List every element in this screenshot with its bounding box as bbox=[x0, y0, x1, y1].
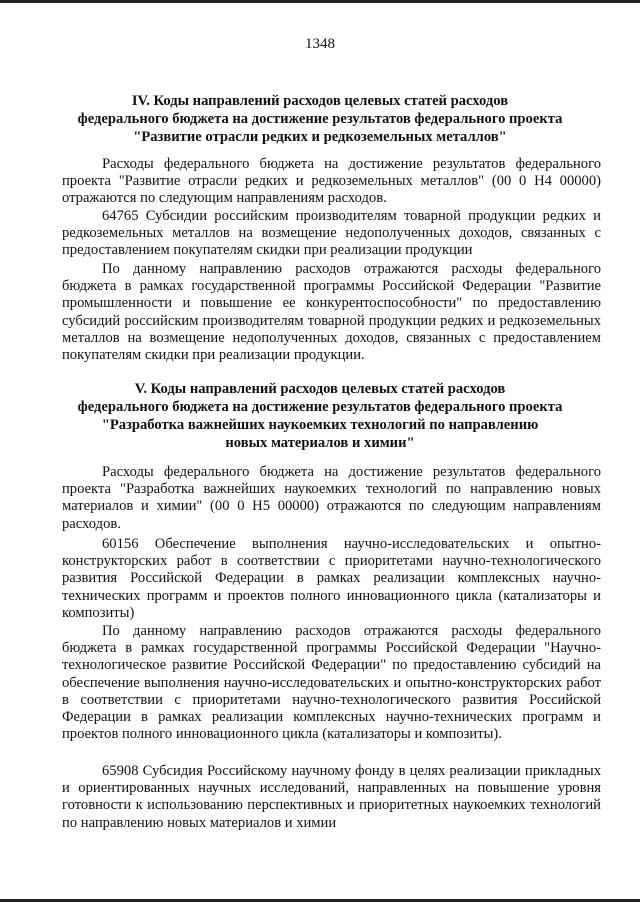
section-v-heading-line: V. Коды направлений расходов целевых статей расходов bbox=[134, 381, 506, 397]
page-number: 1348 bbox=[305, 36, 335, 52]
section-v-paragraph-3: По данному направлению расходов отражаются расходы федерального бюджета в рамках государственной программы Российской Федерации "Научно-технологическое развитие Российской Федерации" по предоставлению субсидий на обеспечение выполнения научно-исследовательских и опытно-конструкторских работ в соответствии с приоритетами научно-технологического развития Российской Федерации в рамках реализации комплексных научно-технических программ и проектов полного инновационного цикла (катализаторы и композиты). bbox=[62, 623, 601, 743]
section-iv-heading-line: "Развитие отрасли редких и редкоземельных металлов" bbox=[133, 129, 507, 145]
section-iv-paragraph-1: Расходы федерального бюджета на достижение результатов федерального проекта "Развитие отрасли редких и редкоземельных металлов" (00 0 Н4 00000) отражаются по следующим направлениям расходов. bbox=[62, 156, 601, 207]
section-iv-paragraph-2: 64765 Субсидии российским производителям товарной продукции редких и редкоземельных металлов на возмещение недополученных доходов, связанных с предоставлением покупателям скидки при реализации продукции bbox=[62, 208, 601, 259]
section-v-heading-line: новых материалов и химии" bbox=[225, 435, 415, 451]
section-v-paragraph-4: 65908 Субсидия Российскому научному фонду в целях реализации прикладных и ориентированных научных исследований, направленных на повышение уровня готовности к использованию перспективных и приоритетных наукоемких технологий по направлению новых материалов и химии bbox=[62, 763, 601, 831]
section-v-heading-line: федерального бюджета на достижение результатов федерального проекта bbox=[77, 399, 563, 415]
section-iv-heading-line: IV. Коды направлений расходов целевых статей расходов bbox=[131, 93, 509, 109]
section-v-heading bbox=[40, 380, 600, 452]
section-iv-paragraph-3: По данному направлению расходов отражаются расходы федерального бюджета в рамках государственной программы Российской Федерации "Развитие промышленности и повышение ее конкурентоспособности" по предоставлению субсидий российским производителям товарной продукции редких и редкоземельных металлов на возмещение недополученных доходов, связанных с предоставлением покупателям скидки при реализации продукции. bbox=[62, 261, 601, 364]
section-iv-heading-line: федерального бюджета на достижение результатов федерального проекта bbox=[77, 111, 563, 127]
section-v-paragraph-1: Расходы федерального бюджета на достижение результатов федерального проекта "Разработка важнейших наукоемких технологий по направлению новых материалов и химии" (00 0 Н5 00000) отражаются по следующим направлениям расходов. bbox=[62, 464, 601, 532]
scan-edge-top bbox=[0, 0, 640, 3]
section-v-paragraph-2: 60156 Обеспечение выполнения научно-исследовательских и опытно-конструкторских работ в соответствии с приоритетами научно-технологического развития Российской Федерации в рамках реализации комплексных научно-технических программ и проектов полного инновационного цикла (катализаторы и композиты) bbox=[62, 536, 601, 621]
section-v-heading-line: "Разработка важнейших наукоемких технологий по направлению bbox=[101, 417, 539, 433]
section-iv-heading bbox=[40, 92, 600, 146]
